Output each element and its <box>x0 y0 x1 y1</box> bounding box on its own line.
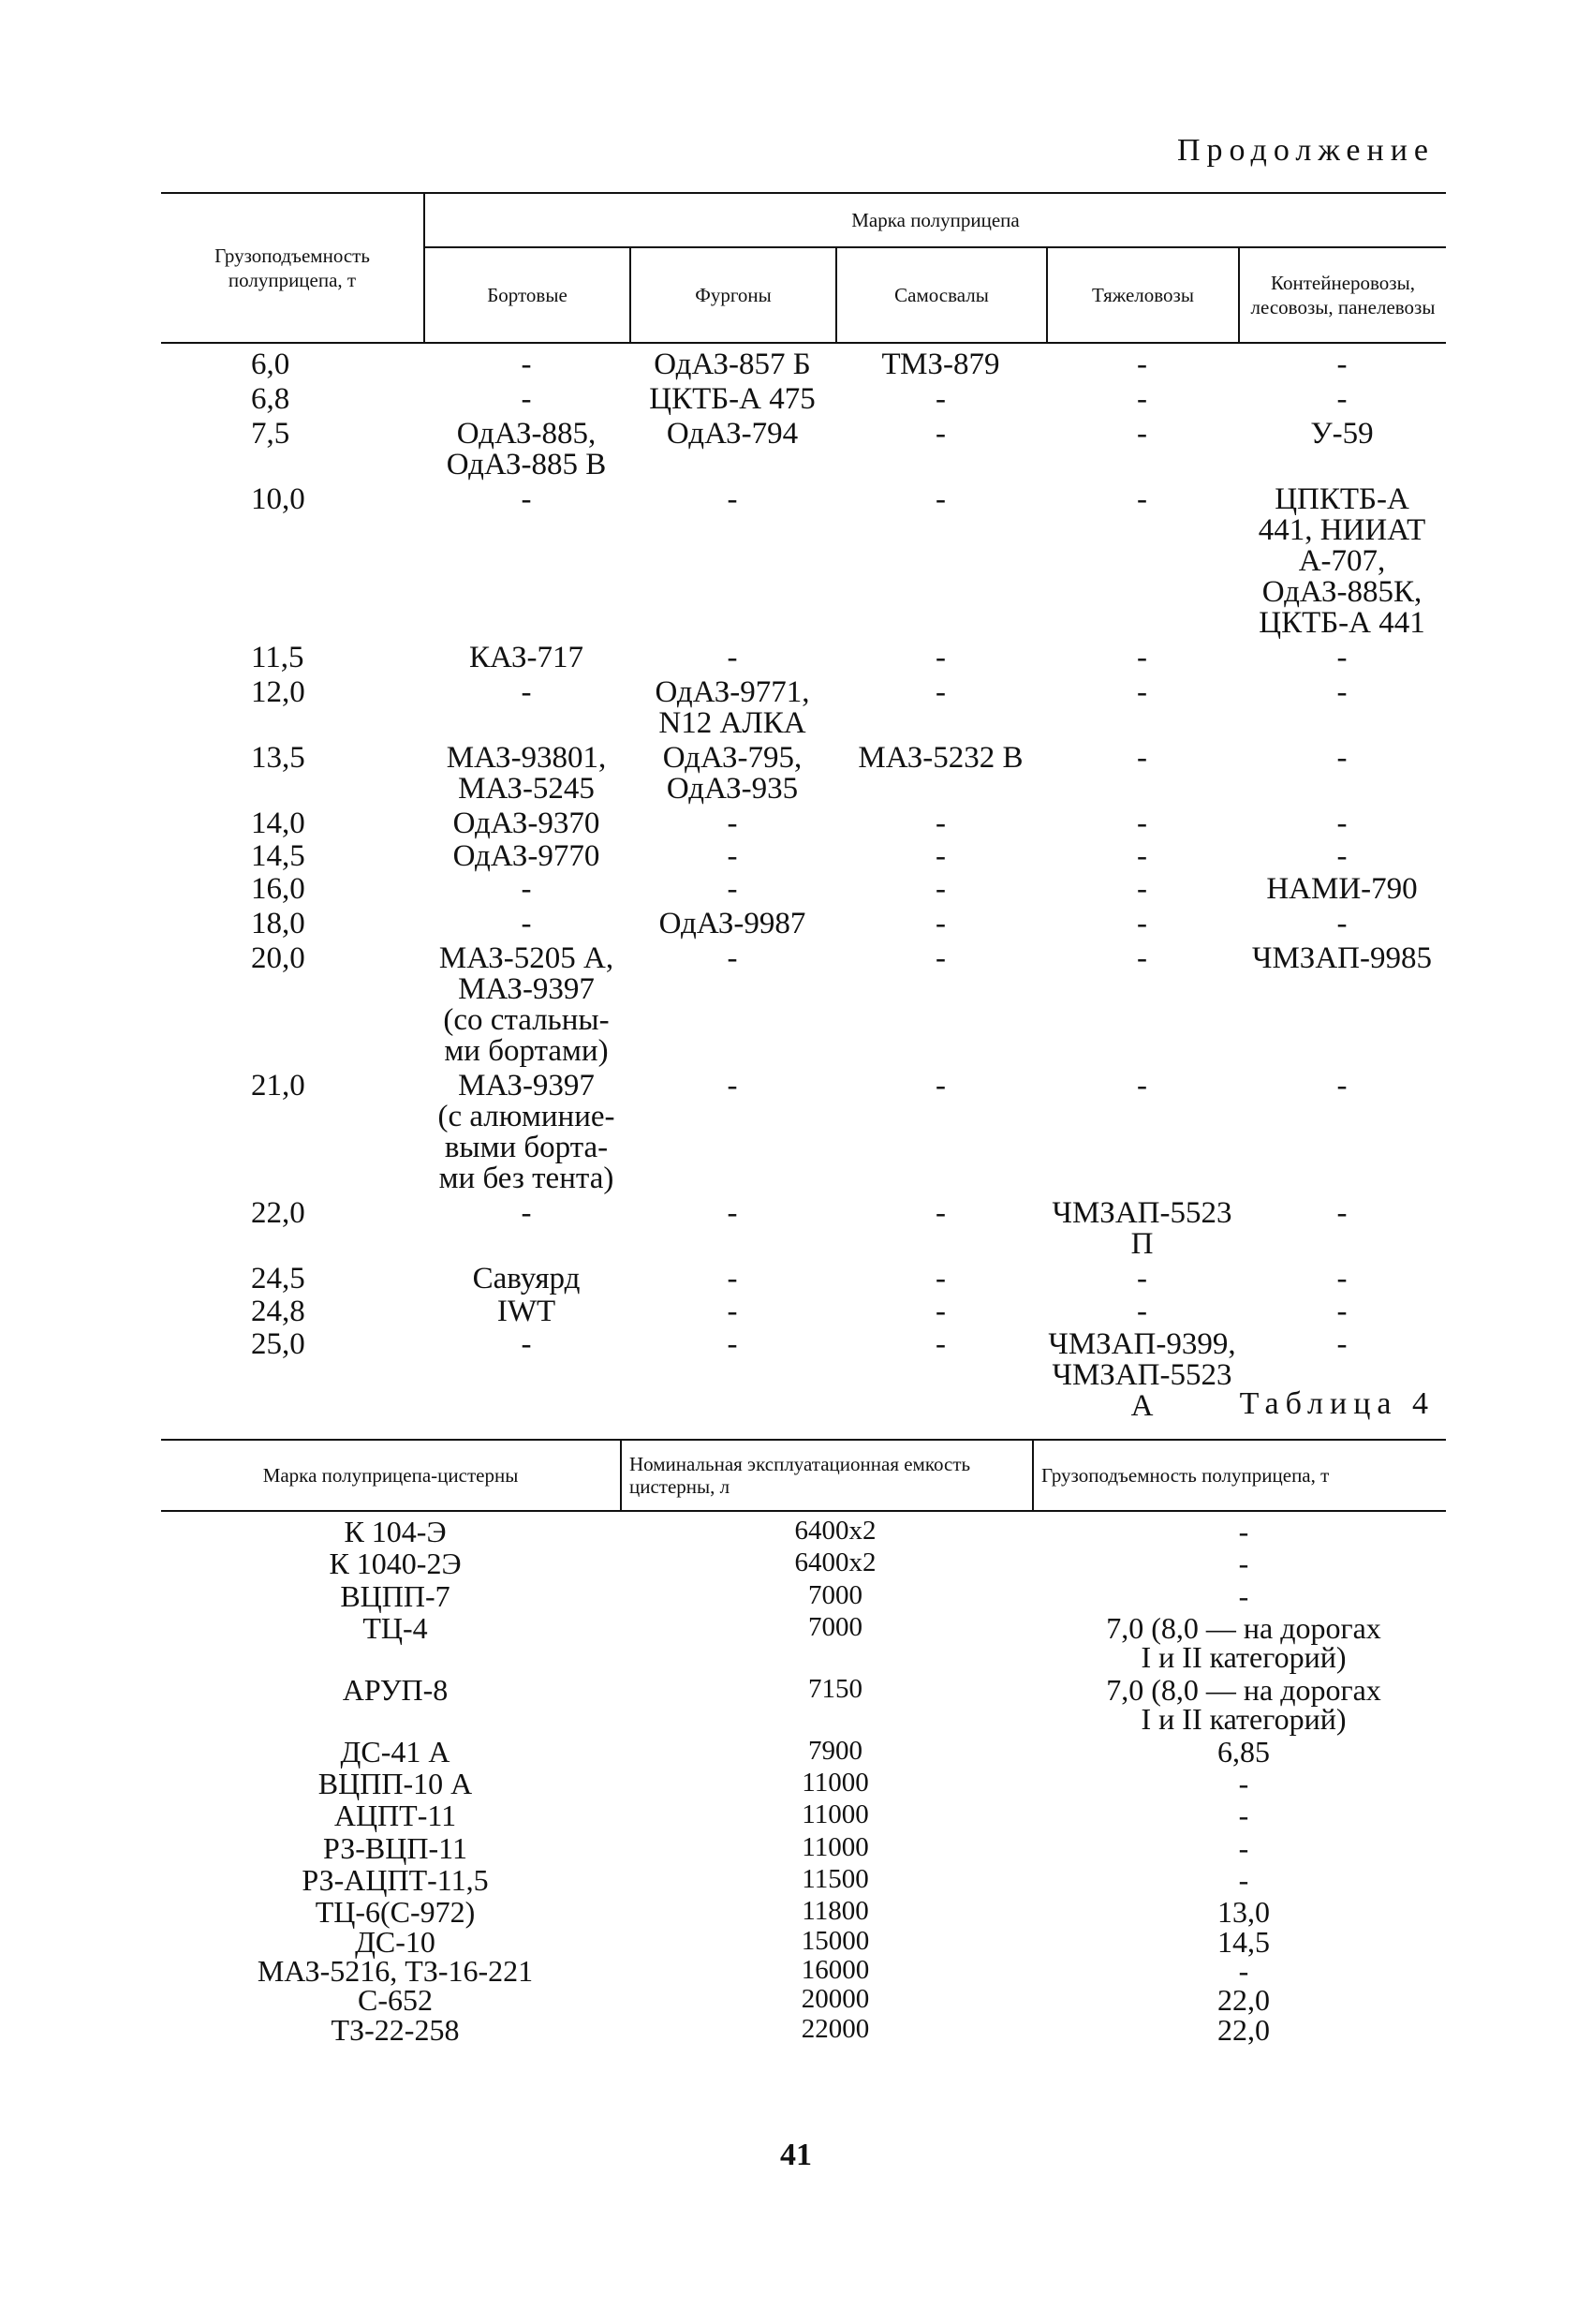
tank-capacity-cell: - <box>1238 1515 1249 1548</box>
tank-capacity-cell: 14,5 <box>1217 1924 1270 1959</box>
brand-cell: - <box>521 382 532 416</box>
tank-brand-cell: АЦПТ-11 <box>333 1799 457 1833</box>
brand-cell: - <box>521 1196 532 1230</box>
capacity-cell: 21,0 <box>251 1069 305 1103</box>
col-header-dumpers: Самосвалы <box>894 283 989 306</box>
brand-cell: - <box>936 641 946 674</box>
capacity-cell: 20,0 <box>251 941 305 975</box>
brand-cell: - <box>727 1295 738 1328</box>
capacity-cell: 14,5 <box>251 839 305 873</box>
brand-cell: ЧМЗАП-9985 <box>1252 941 1432 975</box>
brand-cell: - <box>727 807 738 840</box>
brand-cell: - <box>727 482 738 516</box>
brand-cell: - <box>936 807 946 840</box>
table-row <box>161 1198 1446 1260</box>
brand-cell: - <box>1336 1295 1348 1328</box>
table-row <box>161 1830 1446 1865</box>
tank-brand-cell: АРУП-8 <box>342 1672 449 1707</box>
tank-volume-cell: 11000 <box>802 1767 869 1798</box>
brand-cell: - <box>1137 1262 1147 1295</box>
brand-cell: - <box>1137 741 1147 775</box>
brand-cell: - <box>936 382 946 416</box>
brand-cell: - <box>936 872 946 906</box>
tank-capacity-cell: 7,0 (8,0 — на дорогах I и II категорий) <box>1106 1672 1381 1737</box>
brand-cell: IWT <box>496 1295 556 1328</box>
tank-capacity-cell: 13,0 <box>1217 1895 1270 1930</box>
brand-cell: У-59 <box>1310 417 1374 451</box>
table-row <box>161 1264 1446 1295</box>
capacity-cell: 10,0 <box>251 482 305 516</box>
brand-cell: - <box>936 941 946 975</box>
brand-cell: ОдАЗ-9771, N12 АЛКА <box>655 675 810 740</box>
brand-cell: - <box>1336 1262 1348 1295</box>
table-row <box>161 841 1446 872</box>
brand-cell: ОдАЗ-857 Б <box>654 348 811 381</box>
brand-cell: - <box>521 675 532 709</box>
brand-cell: - <box>727 1069 738 1103</box>
tank-capacity-cell: - <box>1238 1578 1249 1613</box>
tank-capacity-cell: - <box>1238 1766 1249 1800</box>
brand-cell: ЧМЗАП-9399, ЧМЗАП-5523 А <box>1048 1327 1236 1423</box>
tank-volume-cell: 7900 <box>808 1735 862 1766</box>
tank-brand-cell: РЗ-АЦПТ-11,5 <box>302 1862 489 1897</box>
brand-cell: - <box>1336 741 1348 775</box>
capacity-cell: 11,5 <box>251 641 304 674</box>
page-number: 41 <box>780 2138 812 2172</box>
table-row <box>161 874 1446 905</box>
brand-cell: - <box>936 675 946 709</box>
brand-cell: - <box>1336 807 1348 840</box>
tank-volume-cell: 7000 <box>808 1579 862 1610</box>
table-body <box>161 344 1446 1422</box>
brand-cell: - <box>727 1196 738 1230</box>
tank-brand-header: Марка полуприцепа-цистерны <box>262 1463 519 1487</box>
table-row <box>161 1517 1446 1547</box>
tank-brand-cell: ТЗ-22-258 <box>331 2012 460 2047</box>
table-row <box>161 1611 1446 1675</box>
table-row <box>161 1296 1446 1327</box>
tank-volume-cell: 6400x2 <box>794 1547 877 1578</box>
table-row <box>161 1983 1446 2018</box>
brand-cell: ОдАЗ-885, ОдАЗ-885 В <box>446 417 607 481</box>
table-row <box>161 1954 1446 1989</box>
brand-cell: ЦКТБ-А 475 <box>649 382 816 416</box>
tank-volume-cell: 11000 <box>802 1799 869 1830</box>
tank-volume-cell: 7000 <box>808 1612 862 1643</box>
tank-capacity-cell: 22,0 <box>1217 1983 1270 2018</box>
semitrailer-brand-table <box>161 192 1446 1424</box>
brand-cell: ОдАЗ-9370 <box>452 807 600 840</box>
brand-cell: - <box>521 872 532 906</box>
brand-cell: - <box>936 482 946 516</box>
tank-brand-cell: МАЗ-5216, ТЗ-16-221 <box>257 1954 534 1989</box>
table-row <box>161 1071 1446 1194</box>
table-row <box>161 1734 1446 1769</box>
tank-volume-cell: 11000 <box>802 1831 869 1862</box>
brand-cell: КАЗ-717 <box>468 641 584 674</box>
tank-capacity-cell: - <box>1238 1862 1249 1897</box>
capacity-cell: 22,0 <box>251 1196 305 1230</box>
brand-cell: МАЗ-93801, МАЗ-5245 <box>446 741 607 806</box>
brand-cell: - <box>1137 382 1147 416</box>
brand-cell: - <box>1137 1295 1147 1328</box>
tank-capacity-cell: 7,0 (8,0 — на дорогах I и II категорий) <box>1106 1611 1381 1675</box>
table4-header <box>161 1439 1446 1512</box>
brand-cell: - <box>1137 907 1147 940</box>
brand-cell: - <box>1336 839 1348 873</box>
brand-cell: - <box>1137 1069 1147 1103</box>
table-row <box>161 943 1446 1067</box>
brand-cell: ОдАЗ-795, ОдАЗ-935 <box>662 741 803 806</box>
brand-cell: - <box>521 1327 532 1361</box>
table-row <box>161 808 1446 839</box>
capacity-cell: 18,0 <box>251 907 305 940</box>
tank-volume-cell: 22000 <box>801 2013 870 2044</box>
brand-cell: - <box>936 417 946 451</box>
brand-cell: - <box>936 907 946 940</box>
tank-capacity-cell: - <box>1238 1547 1249 1581</box>
brand-cell: - <box>1137 941 1147 975</box>
table-row <box>161 1924 1446 1959</box>
tank-volume-cell: 15000 <box>801 1925 870 1956</box>
table-row <box>161 1895 1446 1930</box>
tank-brand-cell: ДС-10 <box>355 1924 435 1959</box>
table-row <box>161 1799 1446 1833</box>
table-row <box>161 677 1446 739</box>
table-row <box>161 743 1446 805</box>
table-row <box>161 484 1446 639</box>
capacity-cell: 16,0 <box>251 872 305 906</box>
brand-group-header: Марка полуприцепа <box>851 208 1020 231</box>
brand-cell: МАЗ-9397 (с алюминие- выми борта- ми без тента) <box>437 1069 615 1195</box>
capacity-cell: 24,5 <box>251 1262 305 1295</box>
brand-cell: ОдАЗ-9987 <box>658 907 806 940</box>
brand-cell: Савуярд <box>472 1262 581 1295</box>
brand-cell: - <box>936 1327 946 1361</box>
table4-body <box>161 1512 1446 2045</box>
table-row <box>161 384 1446 415</box>
tank-capacity-cell: - <box>1238 1830 1249 1865</box>
col-header-vans: Фургоны <box>695 283 772 306</box>
brand-cell: - <box>936 1196 946 1230</box>
brand-cell: - <box>1137 641 1147 674</box>
brand-cell: - <box>521 348 532 381</box>
tank-brand-cell: ТЦ-6(С-972) <box>315 1895 476 1930</box>
brand-cell: - <box>727 872 738 906</box>
brand-cell: - <box>1137 348 1147 381</box>
brand-cell: МАЗ-5205 А, МАЗ-9397 (со стальны- ми бортами) <box>438 941 614 1068</box>
tank-capacity-cell: 22,0 <box>1217 2012 1270 2047</box>
table-row <box>161 1672 1446 1737</box>
brand-cell: - <box>1336 907 1348 940</box>
brand-cell: - <box>727 1262 738 1295</box>
tank-brand-cell: ВЦПП-10 А <box>317 1766 473 1800</box>
brand-cell: - <box>1137 872 1147 906</box>
table-row <box>161 1766 1446 1800</box>
capacity-cell: 7,5 <box>251 417 290 451</box>
tank-volume-cell: 7150 <box>808 1673 862 1704</box>
brand-cell: - <box>936 1069 946 1103</box>
brand-cell: - <box>1336 675 1348 709</box>
brand-cell: МАЗ-5232 В <box>858 741 1024 775</box>
brand-cell: - <box>1336 382 1348 416</box>
brand-cell: - <box>1336 641 1348 674</box>
table-row <box>161 643 1446 674</box>
brand-cell: - <box>1137 807 1147 840</box>
table-row <box>161 1547 1446 1581</box>
col-header-flatbed: Бортовые <box>487 283 568 306</box>
capacity-cell: 6,8 <box>251 382 290 416</box>
capacity-cell: 6,0 <box>251 348 290 381</box>
tank-brand-cell: К 1040-2Э <box>329 1547 462 1581</box>
brand-cell: - <box>1336 348 1348 381</box>
tank-volume-cell: 11500 <box>802 1863 869 1894</box>
tank-brand-cell: К 104-Э <box>344 1515 447 1548</box>
tank-brand-cell: ДС-41 А <box>340 1734 450 1769</box>
brand-cell: - <box>727 1327 738 1361</box>
capacity-cell: 13,5 <box>251 741 305 775</box>
tank-volume-cell: 6400x2 <box>794 1516 877 1546</box>
brand-cell: - <box>936 1262 946 1295</box>
tank-volume-header: Номинальная эксплуатационная емкость цистерны, л <box>629 1452 971 1498</box>
brand-cell: - <box>727 641 738 674</box>
capacity-cell: 14,0 <box>251 807 305 840</box>
table-header <box>161 192 1446 344</box>
tank-capacity-cell: - <box>1238 1799 1249 1833</box>
capacity-cell: 25,0 <box>251 1327 305 1361</box>
tank-volume-cell: 16000 <box>801 1955 870 1986</box>
brand-cell: - <box>521 907 532 940</box>
brand-cell: ЦПКТБ-А 441, НИИАТ А-707, ОдАЗ-885К, ЦКТБ-А 441 <box>1258 482 1426 640</box>
capacity-header: Грузоподъемность полуприцепа, т <box>214 244 370 291</box>
brand-cell: - <box>727 941 738 975</box>
brand-cell: ОдАЗ-9770 <box>452 839 600 873</box>
brand-cell: - <box>1137 417 1147 451</box>
tank-capacity-cell: - <box>1238 1954 1249 1989</box>
table-row <box>161 2012 1446 2047</box>
tank-semitrailer-table <box>161 1439 1446 2045</box>
continuation-label: Продолжение <box>1176 133 1435 168</box>
tank-brand-cell: С-652 <box>358 1983 433 2018</box>
brand-cell: - <box>1336 1069 1348 1103</box>
table-row <box>161 419 1446 481</box>
brand-cell: - <box>1137 839 1147 873</box>
table-row <box>161 1862 1446 1897</box>
brand-cell: - <box>1336 1196 1348 1230</box>
table-row <box>161 909 1446 940</box>
capacity-cell: 24,8 <box>251 1295 305 1328</box>
table4-label: Таблица 4 <box>1239 1386 1435 1421</box>
table-row <box>161 349 1446 380</box>
brand-cell: - <box>727 839 738 873</box>
brand-cell: - <box>936 839 946 873</box>
tank-brand-cell: ТЦ-4 <box>362 1611 428 1646</box>
brand-cell: - <box>1137 675 1147 709</box>
col-header-heavy: Тяжеловозы <box>1092 283 1194 306</box>
tank-brand-cell: РЗ-ВЦП-11 <box>323 1830 467 1865</box>
tank-volume-cell: 20000 <box>801 1984 870 2015</box>
brand-cell: ОдАЗ-794 <box>666 417 799 451</box>
tank-brand-cell: ВЦПП-7 <box>340 1578 450 1613</box>
brand-cell: - <box>936 1295 946 1328</box>
brand-cell: - <box>1336 1327 1348 1361</box>
brand-cell: ТМЗ-879 <box>881 348 1000 381</box>
capacity-cell: 12,0 <box>251 675 305 709</box>
col-header-containers: Контейнеровозы, лесовозы, панелевозы <box>1250 271 1436 318</box>
tank-volume-cell: 11800 <box>802 1896 869 1927</box>
brand-cell: - <box>1137 482 1147 516</box>
tank-capacity-cell: 6,85 <box>1217 1734 1270 1769</box>
brand-cell: - <box>521 482 532 516</box>
tank-capacity-header: Грузоподъемность полуприцепа, т <box>1041 1463 1330 1487</box>
brand-cell: НАМИ-790 <box>1266 872 1418 906</box>
brand-cell: ЧМЗАП-5523 П <box>1052 1196 1232 1261</box>
table-row <box>161 1578 1446 1613</box>
